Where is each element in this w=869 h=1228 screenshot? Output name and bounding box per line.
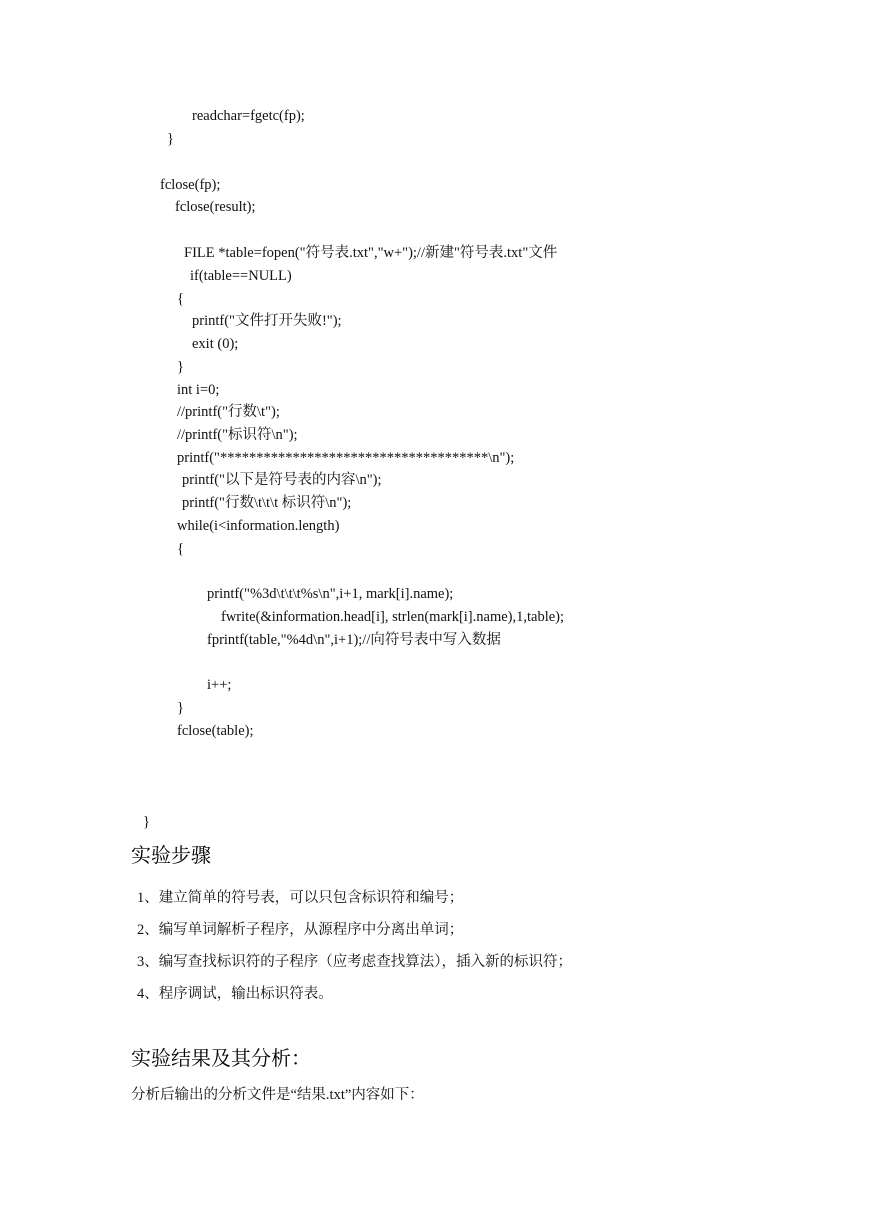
code-line: printf("%3d\t\t\t%s\n",i+1, mark[i].name); (207, 586, 454, 602)
code-line: if(table==NULL) (190, 268, 292, 284)
code-line: printf("以下是符号表的内容\n"); (182, 472, 382, 488)
code-line: fclose(table); (177, 723, 254, 739)
code-line: printf("文件打开失败!"); (192, 313, 342, 329)
steps-heading: 实验步骤 (131, 845, 211, 867)
list-item: 3、编写查找标识符的子程序（应考虑查找算法），插入新的标识符； (137, 954, 572, 970)
code-line: fwrite(&information.head[i], strlen(mark[i].name),1,table); (221, 609, 565, 625)
code-line: } (177, 359, 184, 375)
code-line: readchar=fgetc(fp); (192, 108, 305, 124)
code-line: { (177, 541, 184, 557)
code-line: while(i<information.length) (177, 518, 340, 534)
code-line: i++; (207, 677, 232, 693)
code-line: { (177, 291, 184, 307)
results-heading: 实验结果及其分析： (131, 1048, 311, 1070)
code-line: int i=0; (177, 382, 220, 398)
code-line: FILE *table=fopen("符号表.txt","w+");//新建"符号表.txt"文件 (184, 245, 558, 261)
list-item: 4、程序调试，输出标识符表。 (137, 986, 333, 1002)
code-line: fclose(fp); (160, 177, 221, 193)
code-line: fprintf(table,"%4d\n",i+1);//向符号表中写入数据 (207, 632, 501, 648)
code-line: exit (0); (192, 336, 239, 352)
code-line: } (177, 700, 184, 716)
code-line: printf("*************************************\n"); (177, 450, 515, 466)
code-line: //printf("标识符\n"); (177, 427, 298, 443)
code-line: //printf("行数\t"); (177, 404, 280, 420)
code-line: } (143, 814, 150, 830)
code-line: } (167, 131, 174, 147)
list-item: 2、编写单词解析子程序，从源程序中分离出单词； (137, 922, 464, 938)
code-line: fclose(result); (175, 199, 256, 215)
results-text: 分析后输出的分析文件是“结果.txt”内容如下： (131, 1087, 424, 1103)
code-line: printf("行数\t\t\t 标识符\n"); (182, 495, 352, 511)
list-item: 1、建立简单的符号表，可以只包含标识符和编号； (137, 890, 464, 906)
